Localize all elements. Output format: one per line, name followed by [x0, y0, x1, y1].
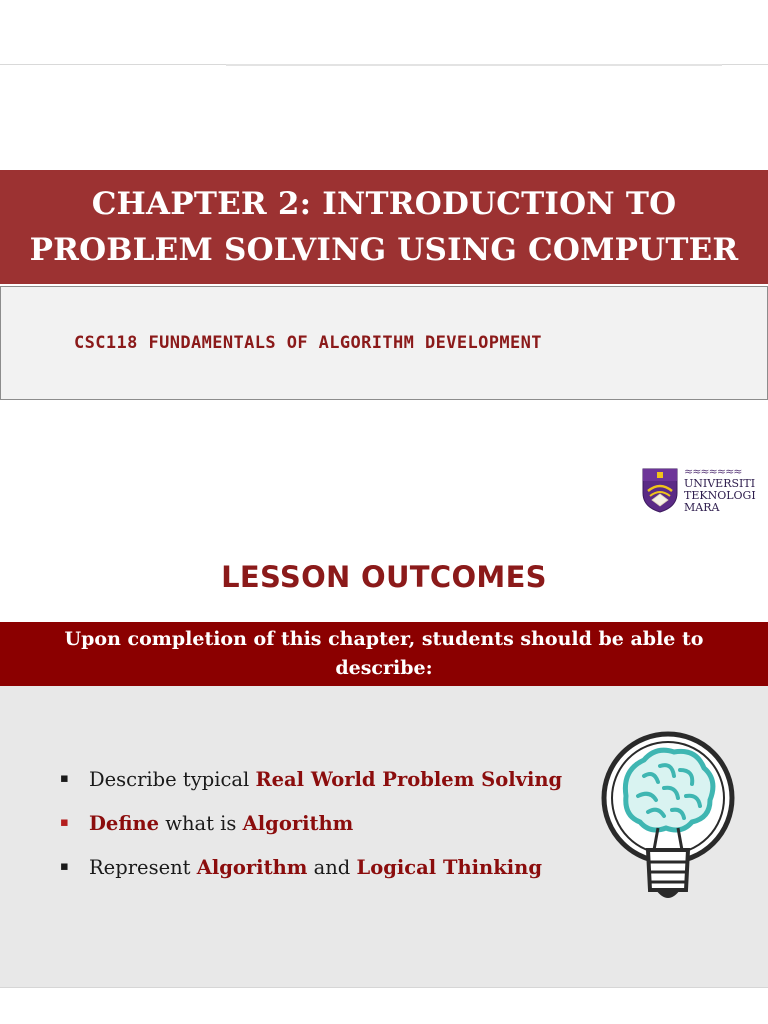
bottom-divider	[0, 987, 768, 988]
outcome-highlight: Define	[89, 812, 160, 835]
outcome-highlight: Real World Problem Solving	[255, 768, 563, 791]
outcome-plain: what is	[159, 812, 243, 835]
intro-line-2: describe:	[335, 657, 433, 679]
intro-banner	[0, 622, 768, 686]
course-box	[0, 286, 768, 400]
uitm-crest-icon	[640, 467, 680, 513]
logo-line-2: TEKNOLOGI	[684, 489, 756, 502]
title-banner	[0, 170, 768, 284]
outcome-highlight: Algorithm	[196, 856, 308, 879]
logo-line-1: UNIVERSITI	[684, 477, 756, 490]
logo-wordmark	[684, 478, 756, 514]
outcome-plain: and	[307, 856, 357, 879]
bullet-marker: ▪	[60, 859, 69, 874]
outcome-highlight: Logical Thinking	[356, 856, 542, 879]
outcome-text	[89, 768, 562, 791]
lesson-outcomes-heading: LESSON OUTCOMES	[221, 560, 547, 594]
title-line-2: PROBLEM SOLVING USING COMPUTER	[29, 232, 739, 268]
outcome-text	[89, 856, 542, 879]
top-divider-accent	[226, 64, 722, 66]
outcome-highlight: Algorithm	[242, 812, 354, 835]
brain-lightbulb-icon	[598, 730, 738, 920]
bullet-marker: ▪	[60, 815, 69, 830]
outcomes-panel	[0, 686, 768, 987]
course-title: CSC118 FUNDAMENTALS OF ALGORITHM DEVELOPMENT	[74, 333, 542, 353]
outcome-text	[89, 812, 353, 835]
intro-line-1: Upon completion of this chapter, students should be able to	[64, 628, 704, 650]
title-line-1: CHAPTER 2: INTRODUCTION TO	[91, 186, 677, 222]
outcome-plain: Represent	[89, 856, 197, 879]
logo-script-decoration: ≈≈≈≈≈≈≈	[684, 465, 742, 478]
bullet-marker: ▪	[60, 771, 69, 786]
outcome-plain: Describe typical	[89, 768, 256, 791]
university-logo	[640, 465, 768, 517]
logo-line-3: MARA	[684, 501, 720, 514]
